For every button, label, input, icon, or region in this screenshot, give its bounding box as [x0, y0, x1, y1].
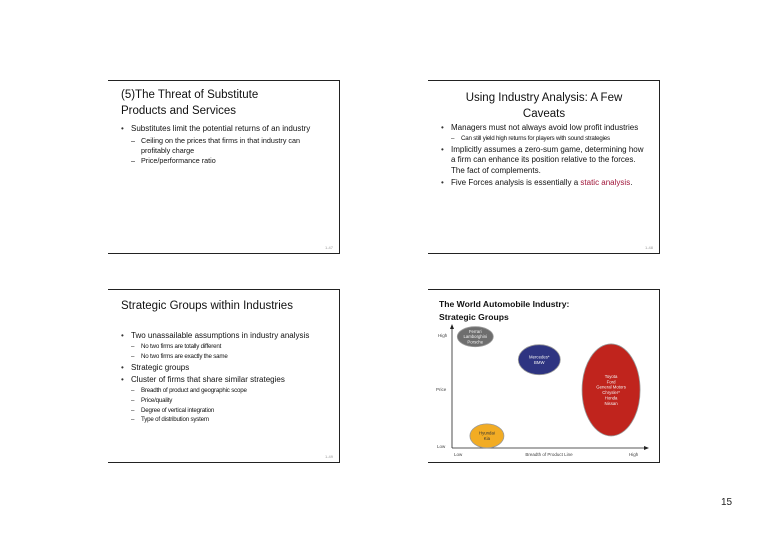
- title-line: The World Automobile Industry:: [439, 299, 570, 309]
- y-tick-low: Low: [437, 444, 446, 449]
- page-number: 15: [721, 497, 733, 508]
- title-line: Caveats: [522, 108, 566, 120]
- group-member-label: Kia: [483, 436, 491, 442]
- group-member-label: Ferrari: [468, 328, 482, 334]
- slide-title: [121, 87, 258, 119]
- bullet-text: .: [630, 178, 633, 188]
- group-member-label: Honda: [604, 395, 618, 401]
- title-line: Products and Services: [121, 105, 237, 117]
- group-member-label: Mercedes*: [529, 354, 550, 360]
- bullet: • Strategic groups: [121, 363, 329, 373]
- y-axis-label: Price: [436, 387, 447, 392]
- title-line: Strategic Groups: [439, 312, 509, 322]
- bullet-list: [121, 331, 329, 426]
- sub-bullet: – Price/performance ratio: [121, 156, 329, 165]
- slide-strategic-groups: [108, 289, 340, 463]
- title-line: Using Industry Analysis: A Few: [465, 92, 623, 104]
- slide-title: [428, 90, 660, 122]
- sub-bullet: – Can still yield high returns for players with sound strategies: [441, 135, 649, 144]
- x-axis-label: Breadth of Product Line: [525, 452, 573, 457]
- x-axis-arrow: [644, 446, 649, 450]
- slide-substitutes: [108, 80, 340, 254]
- bullet-text: Five Forces analysis is essentially a: [451, 178, 581, 188]
- slide-number: 1-48: [644, 245, 653, 250]
- group-member-label: General Motors: [596, 384, 626, 390]
- sub-bullet: – No two firms are exactly the same: [121, 353, 329, 362]
- bullet-list: [441, 123, 649, 191]
- bullet: • Substitutes limit the potential returns of an industry: [121, 124, 329, 134]
- group-member-label: Nissan: [604, 400, 618, 406]
- x-tick-high: High: [629, 452, 639, 457]
- sub-bullet: – Breadth of product and geographic scope: [121, 387, 329, 396]
- sub-bullet: – Type of distribution system: [121, 416, 329, 425]
- group-member-label: Toyota: [604, 373, 618, 379]
- bullet: • Implicitly assumes a zero-sum game, determining how a firm can enhance its position relative to the forces. The fact of complements.: [441, 145, 649, 176]
- bullet: • Two unassailable assumptions in industry analysis: [121, 331, 329, 341]
- slide-number: 1-49: [324, 454, 333, 459]
- x-tick-low: Low: [454, 452, 463, 457]
- group-member-label: Ford: [606, 379, 616, 385]
- sub-bullet: – Ceiling on the prices that firms in that industry can profitably charge: [121, 136, 329, 155]
- bullet-highlight: static analysis: [580, 178, 631, 188]
- group-member-label: Chrysler*: [602, 390, 620, 396]
- slide-number: 1-47: [324, 245, 333, 250]
- group-bubbles: [457, 327, 640, 448]
- group-member-label: Porsche: [467, 339, 484, 345]
- y-axis-arrow: [450, 324, 454, 329]
- strategic-groups-chart: [428, 290, 660, 464]
- bullet: • Managers must not always avoid low profit industries: [441, 123, 649, 133]
- bullet: [441, 178, 649, 188]
- y-tick-high: High: [438, 333, 448, 338]
- slide-auto-industry-chart: [428, 289, 660, 463]
- title-line: (5)The Threat of Substitute: [121, 89, 259, 101]
- group-member-label: Lamborghini: [463, 334, 488, 340]
- group-member-label: BMW: [534, 359, 545, 365]
- group-member-label: Hyundai: [479, 430, 495, 436]
- sub-bullet: – No two firms are totally different: [121, 343, 329, 352]
- bullet-list: [121, 124, 329, 167]
- slide-caveats: [428, 80, 660, 254]
- bullet: • Cluster of firms that share similar strategies: [121, 375, 329, 385]
- sub-bullet: – Price/quality: [121, 397, 329, 406]
- slide-title: Strategic Groups within Industries: [121, 300, 293, 312]
- sub-bullet: – Degree of vertical integration: [121, 407, 329, 416]
